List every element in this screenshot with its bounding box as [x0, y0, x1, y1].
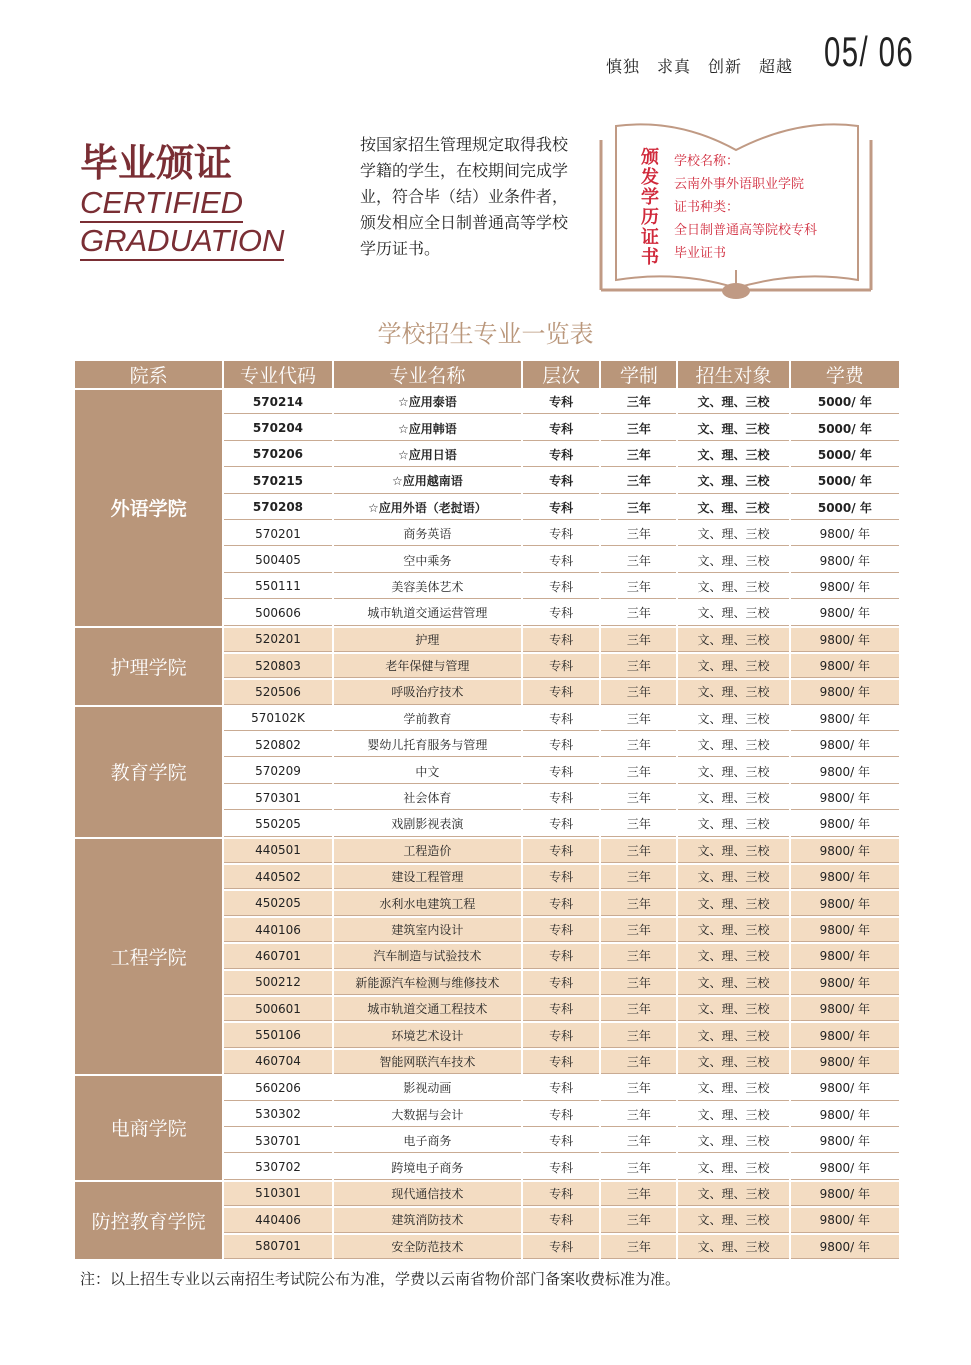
table-cell: 9800/ 年	[791, 944, 899, 968]
table-cell: 580701	[224, 1235, 331, 1259]
column-header: 招生对象	[678, 361, 788, 388]
table-cell: 文、理、三校	[678, 1182, 788, 1206]
table-header-row	[75, 361, 899, 388]
table-cell: 大数据与会计	[334, 1103, 521, 1127]
cert-line: 学校名称：	[674, 154, 740, 169]
table-cell: 三年	[601, 865, 676, 889]
table-cell: 文、理、三校	[678, 1235, 788, 1259]
table-cell: 520506	[224, 680, 331, 704]
table-cell: 专科	[523, 1023, 599, 1047]
table-cell: 三年	[601, 812, 676, 836]
table-cell: 三年	[601, 522, 676, 546]
table-cell: 文、理、三校	[678, 1103, 788, 1127]
table-cell: 文、理、三校	[678, 548, 788, 572]
table-cell: 570201	[224, 522, 331, 546]
table-cell: 450205	[224, 891, 331, 915]
table-cell: 文、理、三校	[678, 443, 788, 467]
table-row	[75, 707, 899, 731]
department-cell: 外语学院	[75, 390, 222, 626]
table-cell: 9800/ 年	[791, 997, 899, 1021]
table-cell: 文、理、三校	[678, 1076, 788, 1100]
page-number: 05/ 06	[824, 28, 915, 75]
majors-table	[73, 359, 901, 1261]
table-cell: 工程造价	[334, 839, 521, 863]
table-cell: 建设工程管理	[334, 865, 521, 889]
table-cell: 三年	[601, 654, 676, 678]
table-cell: 专科	[523, 548, 599, 572]
table-cell: 专科	[523, 680, 599, 704]
table-cell: 专科	[523, 601, 599, 625]
table-cell: 文、理、三校	[678, 680, 788, 704]
table-cell: 文、理、三校	[678, 918, 788, 942]
table-cell: 社会体育	[334, 786, 521, 810]
table-cell: 三年	[601, 548, 676, 572]
table-cell: 9800/ 年	[791, 575, 899, 599]
section-title-en-1: CERTIFIED	[80, 186, 243, 223]
table-cell: 三年	[601, 1235, 676, 1259]
table-cell: 三年	[601, 496, 676, 520]
cert-line: 证书种类：	[674, 200, 740, 215]
table-cell: 9800/ 年	[791, 1208, 899, 1232]
column-header: 学费	[791, 361, 899, 388]
footnote: 注：以上招生专业以云南招生考试院公布为准，学费以云南省物价部门备案收费标准为准。	[80, 1270, 681, 1288]
table-cell: 530701	[224, 1129, 331, 1153]
table-cell: 三年	[601, 1076, 676, 1100]
table-cell: 三年	[601, 786, 676, 810]
table-cell: 三年	[601, 733, 676, 757]
table-cell: 文、理、三校	[678, 997, 788, 1021]
table-cell: 文、理、三校	[678, 759, 788, 783]
table-cell: 9800/ 年	[791, 654, 899, 678]
table-cell: 9800/ 年	[791, 971, 899, 995]
table-cell: ☆应用韩语	[334, 416, 521, 440]
table-cell: 专科	[523, 628, 599, 652]
certificate-book	[598, 120, 874, 302]
table-cell: 5000/ 年	[791, 469, 899, 493]
department-cell: 工程学院	[75, 839, 222, 1075]
table-cell: 专科	[523, 1235, 599, 1259]
table-cell: 5000/ 年	[791, 416, 899, 440]
table-cell: 三年	[601, 918, 676, 942]
table-cell: 三年	[601, 601, 676, 625]
table-cell: 9800/ 年	[791, 1235, 899, 1259]
table-cell: 9800/ 年	[791, 812, 899, 836]
table-cell: 460704	[224, 1050, 331, 1074]
table-cell: 文、理、三校	[678, 1155, 788, 1179]
table-cell: 9800/ 年	[791, 1023, 899, 1047]
table-cell: ☆应用外语（老挝语）	[334, 496, 521, 520]
table-cell: 专科	[523, 416, 599, 440]
table-cell: 550205	[224, 812, 331, 836]
table-cell: 专科	[523, 1129, 599, 1153]
table-cell: 500212	[224, 971, 331, 995]
table-cell: 9800/ 年	[791, 918, 899, 942]
table-cell: 中文	[334, 759, 521, 783]
table-cell: 三年	[601, 1023, 676, 1047]
table-cell: ☆应用越南语	[334, 469, 521, 493]
table-cell: 呼吸治疗技术	[334, 680, 521, 704]
table-cell: 550111	[224, 575, 331, 599]
table-cell: 文、理、三校	[678, 416, 788, 440]
table-cell: 专科	[523, 575, 599, 599]
cert-line: 毕业证书	[674, 246, 727, 261]
table-cell: 文、理、三校	[678, 707, 788, 731]
table-cell: 570204	[224, 416, 331, 440]
table-cell: 9800/ 年	[791, 1050, 899, 1074]
table-cell: 专科	[523, 733, 599, 757]
table-cell: 专科	[523, 1182, 599, 1206]
table-cell: 9800/ 年	[791, 1076, 899, 1100]
table-cell: 440106	[224, 918, 331, 942]
table-cell: 三年	[601, 1129, 676, 1153]
table-cell: 9800/ 年	[791, 522, 899, 546]
table-cell: 美容美体艺术	[334, 575, 521, 599]
table-cell: 三年	[601, 891, 676, 915]
table-cell: 文、理、三校	[678, 786, 788, 810]
column-header: 学制	[601, 361, 676, 388]
table-cell: 专科	[523, 865, 599, 889]
column-header: 院系	[75, 361, 222, 388]
table-cell: 水利水电建筑工程	[334, 891, 521, 915]
table-title: 学校招生专业一览表	[377, 320, 594, 348]
table-cell: 专科	[523, 1103, 599, 1127]
cert-line: 全日制普通高等院校专科	[674, 223, 818, 238]
table-cell: 文、理、三校	[678, 601, 788, 625]
table-cell: 9800/ 年	[791, 891, 899, 915]
table-cell: 三年	[601, 971, 676, 995]
table-cell: 三年	[601, 1155, 676, 1179]
intro-text: 按国家招生管理规定取得我校学籍的学生，在校期间完成学业，符合毕（结）业条件者，颁发相应全日制普通高等学校学历证书。	[360, 135, 569, 258]
table-cell: 专科	[523, 997, 599, 1021]
certificate-info	[674, 150, 817, 265]
table-cell: 520802	[224, 733, 331, 757]
table-cell: 三年	[601, 680, 676, 704]
table-cell: 专科	[523, 786, 599, 810]
table-cell: 570209	[224, 759, 331, 783]
table-cell: 570214	[224, 390, 331, 414]
table-cell: 三年	[601, 1182, 676, 1206]
table-cell: 文、理、三校	[678, 654, 788, 678]
table-cell: 跨境电子商务	[334, 1155, 521, 1179]
table-cell: 三年	[601, 1208, 676, 1232]
table-cell: 三年	[601, 759, 676, 783]
table-cell: 文、理、三校	[678, 733, 788, 757]
table-cell: 文、理、三校	[678, 839, 788, 863]
section-title: 毕业颁证	[80, 141, 233, 185]
table-row	[75, 1076, 899, 1100]
table-cell: 专科	[523, 971, 599, 995]
table-cell: 专科	[523, 918, 599, 942]
table-cell: 专科	[523, 944, 599, 968]
table-cell: 570206	[224, 443, 331, 467]
table-cell: 460701	[224, 944, 331, 968]
table-cell: 440406	[224, 1208, 331, 1232]
table-cell: 现代通信技术	[334, 1182, 521, 1206]
table-cell: 550106	[224, 1023, 331, 1047]
table-cell: 9800/ 年	[791, 1182, 899, 1206]
table-cell: 三年	[601, 628, 676, 652]
table-cell: 三年	[601, 416, 676, 440]
table-cell: 影视动画	[334, 1076, 521, 1100]
table-cell: 520803	[224, 654, 331, 678]
table-cell: 440501	[224, 839, 331, 863]
table-cell: 5000/ 年	[791, 443, 899, 467]
table-cell: 440502	[224, 865, 331, 889]
certificate-vertical-title: 颁发学历证书	[641, 147, 659, 268]
table-cell: 9800/ 年	[791, 1103, 899, 1127]
table-cell: 5000/ 年	[791, 496, 899, 520]
table-cell: 专科	[523, 759, 599, 783]
table-cell: 560206	[224, 1076, 331, 1100]
table-cell: 9800/ 年	[791, 733, 899, 757]
table-cell: 文、理、三校	[678, 812, 788, 836]
table-row	[75, 839, 899, 863]
table-cell: 500405	[224, 548, 331, 572]
table-cell: 三年	[601, 469, 676, 493]
table-cell: 9800/ 年	[791, 548, 899, 572]
table-row	[75, 1182, 899, 1206]
table-cell: 婴幼儿托育服务与管理	[334, 733, 521, 757]
table-cell: 500601	[224, 997, 331, 1021]
table-cell: 专科	[523, 654, 599, 678]
table-cell: 530702	[224, 1155, 331, 1179]
column-header: 层次	[523, 361, 599, 388]
table-cell: 9800/ 年	[791, 1155, 899, 1179]
table-cell: 9800/ 年	[791, 1129, 899, 1153]
table-cell: 9800/ 年	[791, 628, 899, 652]
table-cell: 城市轨道交通工程技术	[334, 997, 521, 1021]
table-cell: 戏剧影视表演	[334, 812, 521, 836]
table-cell: 空中乘务	[334, 548, 521, 572]
table-cell: 专科	[523, 839, 599, 863]
table-cell: 530302	[224, 1103, 331, 1127]
table-cell: 文、理、三校	[678, 575, 788, 599]
table-cell: 建筑室内设计	[334, 918, 521, 942]
table-cell: 9800/ 年	[791, 839, 899, 863]
table-cell: 文、理、三校	[678, 522, 788, 546]
table-cell: 文、理、三校	[678, 944, 788, 968]
table-cell: 570102K	[224, 707, 331, 731]
table-cell: 安全防范技术	[334, 1235, 521, 1259]
table-cell: 专科	[523, 891, 599, 915]
table-cell: 570208	[224, 496, 331, 520]
table-cell: 文、理、三校	[678, 1129, 788, 1153]
table-cell: 文、理、三校	[678, 1050, 788, 1074]
table-cell: 文、理、三校	[678, 628, 788, 652]
table-cell: 专科	[523, 707, 599, 731]
department-cell: 防控教育学院	[75, 1182, 222, 1259]
table-cell: 文、理、三校	[678, 891, 788, 915]
table-cell: 汽车制造与试验技术	[334, 944, 521, 968]
table-cell: 智能网联汽车技术	[334, 1050, 521, 1074]
table-cell: 9800/ 年	[791, 601, 899, 625]
column-header: 专业名称	[334, 361, 521, 388]
table-cell: 三年	[601, 1050, 676, 1074]
table-cell: 专科	[523, 496, 599, 520]
table-cell: 专科	[523, 469, 599, 493]
table-cell: 环境艺术设计	[334, 1023, 521, 1047]
table-cell: 建筑消防技术	[334, 1208, 521, 1232]
table-cell: 专科	[523, 522, 599, 546]
table-cell: 570215	[224, 469, 331, 493]
table-cell: 专科	[523, 1050, 599, 1074]
table-cell: 三年	[601, 997, 676, 1021]
table-cell: 文、理、三校	[678, 1208, 788, 1232]
table-cell: 文、理、三校	[678, 390, 788, 414]
table-cell: 文、理、三校	[678, 496, 788, 520]
table-cell: 学前教育	[334, 707, 521, 731]
table-cell: 三年	[601, 839, 676, 863]
table-cell: 5000/ 年	[791, 390, 899, 414]
motto: 慎独 求真 创新 超越	[606, 57, 794, 76]
table-cell: 三年	[601, 1103, 676, 1127]
table-row	[75, 628, 899, 652]
table-cell: 护理	[334, 628, 521, 652]
table-cell: ☆应用泰语	[334, 390, 521, 414]
table-cell: 专科	[523, 1076, 599, 1100]
department-cell: 电商学院	[75, 1076, 222, 1180]
column-header: 专业代码	[224, 361, 331, 388]
table-cell: 新能源汽车检测与维修技术	[334, 971, 521, 995]
table-cell: 500606	[224, 601, 331, 625]
table-cell: 专科	[523, 1155, 599, 1179]
table-cell: 文、理、三校	[678, 469, 788, 493]
table-cell: 9800/ 年	[791, 759, 899, 783]
table-cell: 9800/ 年	[791, 680, 899, 704]
table-cell: 三年	[601, 944, 676, 968]
department-cell: 护理学院	[75, 628, 222, 705]
table-cell: 520201	[224, 628, 331, 652]
table-cell: 专科	[523, 443, 599, 467]
table-cell: 9800/ 年	[791, 786, 899, 810]
table-cell: 三年	[601, 575, 676, 599]
table-cell: 电子商务	[334, 1129, 521, 1153]
table-cell: 专科	[523, 390, 599, 414]
table-cell: ☆应用日语	[334, 443, 521, 467]
table-cell: 文、理、三校	[678, 971, 788, 995]
table-cell: 专科	[523, 812, 599, 836]
table-row	[75, 390, 899, 414]
table-cell: 老年保健与管理	[334, 654, 521, 678]
table-cell: 三年	[601, 443, 676, 467]
table-cell: 商务英语	[334, 522, 521, 546]
table-cell: 三年	[601, 390, 676, 414]
section-title-en-2: GRADUATION	[80, 224, 284, 261]
cert-line: 云南外事外语职业学院	[674, 177, 805, 192]
table-cell: 文、理、三校	[678, 1023, 788, 1047]
table-cell: 专科	[523, 1208, 599, 1232]
table-cell: 城市轨道交通运营管理	[334, 601, 521, 625]
department-cell: 教育学院	[75, 707, 222, 837]
table-cell: 9800/ 年	[791, 707, 899, 731]
table-cell: 9800/ 年	[791, 865, 899, 889]
table-cell: 文、理、三校	[678, 865, 788, 889]
table-cell: 三年	[601, 707, 676, 731]
table-cell: 570301	[224, 786, 331, 810]
table-cell: 510301	[224, 1182, 331, 1206]
